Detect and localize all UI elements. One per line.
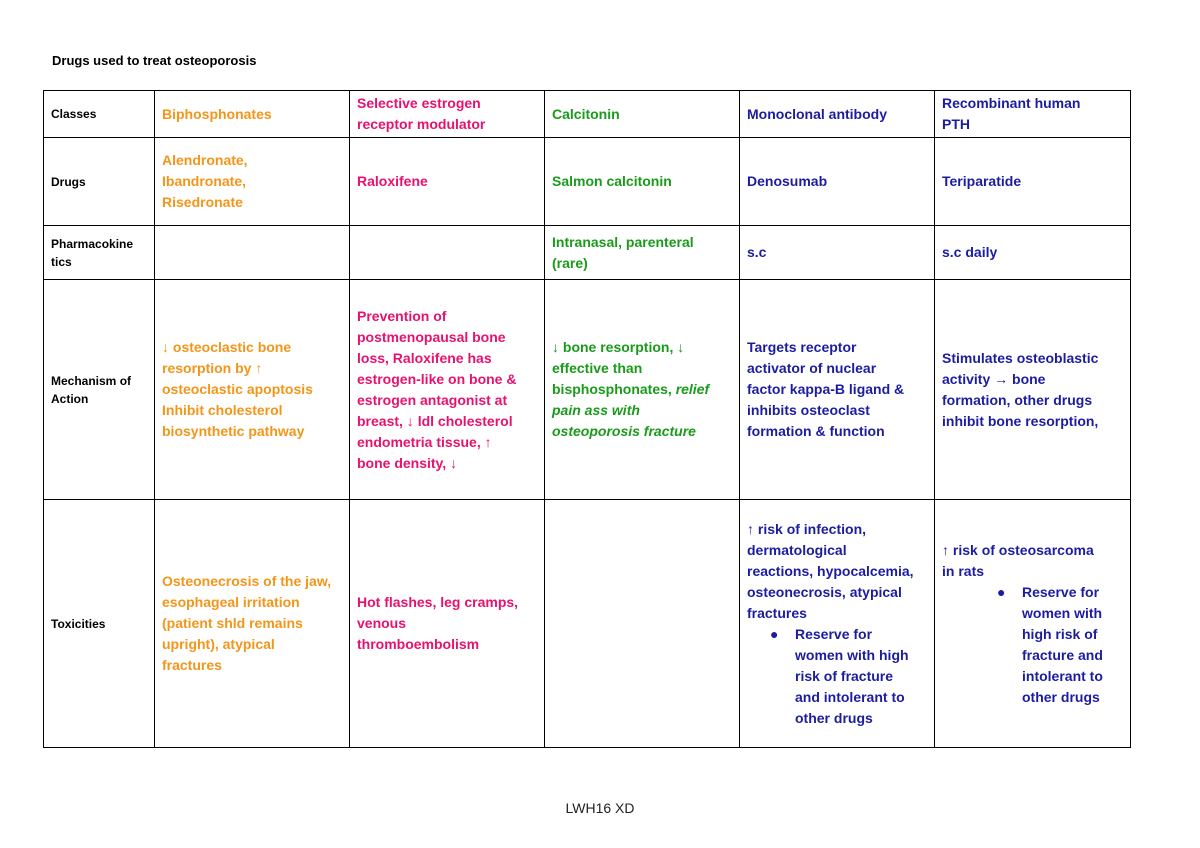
text-line: Selective estrogen	[357, 95, 481, 111]
row-toxicities	[44, 500, 1131, 748]
moa-monoclonal	[740, 280, 935, 500]
page-title: Drugs used to treat osteoporosis	[52, 53, 257, 68]
class-monoclonal	[740, 91, 935, 138]
text-line: activator of nuclear	[747, 360, 877, 376]
text-line: reactions, hypocalcemia,	[747, 562, 914, 579]
text-line: Recombinant human	[942, 95, 1081, 111]
text-line: (rare)	[552, 254, 588, 271]
text-line: fractures	[747, 604, 807, 621]
text-line: Mechanism of	[51, 373, 132, 388]
text-line: high risk of	[1022, 626, 1098, 642]
text-line: in rats	[942, 563, 985, 579]
text-line: dermatological	[747, 541, 847, 558]
text-line: Stimulates osteoblastic	[942, 349, 1099, 366]
text-line: Reserve for	[1022, 584, 1100, 600]
text-line: activity → bone	[942, 370, 1046, 387]
text-line: PTH	[942, 116, 970, 132]
italic-text: relief	[675, 381, 710, 397]
moa-serm	[350, 280, 545, 500]
text-line: Action	[51, 391, 89, 406]
pk-biphosphonates	[155, 226, 350, 280]
moa-pth	[935, 280, 1131, 500]
class-calcitonin	[545, 91, 740, 138]
text-line: Teriparatide	[942, 173, 1022, 189]
bullet-icon: ●	[770, 625, 779, 642]
text-line: Reserve for	[795, 625, 873, 642]
text-line: estrogen-like on bone &	[357, 370, 517, 387]
italic-line: pain ass with	[552, 402, 640, 418]
text-line: fracture and	[1022, 647, 1103, 663]
text-line: Ibandronate,	[162, 173, 247, 189]
text-line: Alendronate,	[162, 152, 248, 168]
tox-serm	[350, 500, 545, 748]
text-line: inhibits osteoclast	[747, 402, 870, 418]
text-line: (patient shld remains	[162, 615, 303, 631]
text-line: Pharmacokine	[51, 236, 134, 251]
tox-monoclonal	[740, 500, 935, 748]
bullet-item	[770, 624, 927, 729]
drugs-biphosphonates	[155, 138, 350, 226]
row-label-mechanism	[44, 280, 155, 500]
bullet-list	[747, 624, 927, 729]
bullet-icon: ●	[997, 584, 1006, 600]
text-line: s.c daily	[942, 244, 998, 260]
text-line: factor kappa-B ligand &	[747, 381, 905, 397]
text-line: endometria tissue, ↑	[357, 433, 492, 450]
row-drugs	[44, 138, 1131, 226]
row-mechanism	[44, 280, 1131, 500]
text-line: Monoclonal antibody	[747, 105, 887, 122]
tox-pth	[935, 500, 1131, 748]
text-line: estrogen antagonist at	[357, 391, 508, 408]
text-line: Denosumab	[747, 173, 828, 189]
text-line: esophageal irritation	[162, 594, 300, 610]
text-line: bone density, ↓	[357, 454, 458, 471]
text-line: osteonecrosis, atypical	[747, 583, 902, 600]
row-label-drugs: Drugs	[44, 138, 155, 226]
text-line: s.c	[747, 244, 767, 260]
tox-calcitonin	[545, 500, 740, 748]
text-line: Raloxifene	[357, 173, 428, 189]
text-line: receptor modulator	[357, 116, 486, 132]
text-line: Inhibit cholesterol	[162, 402, 283, 418]
text-line: ↓ osteoclastic bone	[162, 339, 292, 355]
class-pth	[935, 91, 1131, 138]
class-serm	[350, 91, 545, 138]
bullet-list	[942, 582, 1123, 708]
italic-line: osteoporosis fracture	[552, 423, 696, 439]
text-line	[552, 379, 732, 400]
pk-serm	[350, 226, 545, 280]
text-line: Targets receptor	[747, 339, 857, 355]
text-line: postmenopausal bone	[357, 328, 506, 345]
drugs-pth	[935, 138, 1131, 226]
text-span: bisphosphonates,	[552, 381, 676, 397]
text-line: Calcitonin	[552, 105, 620, 122]
drugs-serm	[350, 138, 545, 226]
row-label-classes: Classes	[44, 91, 155, 138]
text-line: risk of fracture	[795, 667, 894, 684]
class-biphosphonates	[155, 91, 350, 138]
text-line: other drugs	[1022, 689, 1100, 705]
text-line: inhibit bone resorption,	[942, 412, 1099, 429]
drugs-calcitonin	[545, 138, 740, 226]
row-pharmacokinetics	[44, 226, 1131, 280]
pk-calcitonin	[545, 226, 740, 280]
text-line: thromboembolism	[357, 636, 480, 652]
text-line: osteoclastic apoptosis	[162, 381, 313, 397]
text-line: Risedronate	[162, 194, 243, 210]
text-line: Salmon calcitonin	[552, 173, 672, 189]
text-line: fractures	[162, 657, 222, 673]
row-label-pharmacokinetics	[44, 226, 155, 280]
moa-biphosphonates	[155, 280, 350, 500]
text-line: biosynthetic pathway	[162, 423, 305, 439]
text-line: venous	[357, 615, 407, 631]
text-line: Intranasal, parenteral	[552, 233, 694, 250]
drugs-monoclonal	[740, 138, 935, 226]
text-line: tics	[51, 254, 72, 269]
text-line: effective than	[552, 360, 643, 376]
text-line: women with high	[795, 646, 909, 663]
text-line: intolerant to	[1022, 668, 1103, 684]
text-line: breast, ↓ ldl cholesterol	[357, 412, 513, 429]
drug-table	[43, 90, 1131, 748]
text-line: Prevention of	[357, 307, 447, 324]
text-line: formation, other drugs	[942, 391, 1093, 408]
text-line: women with	[1022, 605, 1103, 621]
moa-calcitonin	[545, 280, 740, 500]
text-line: formation & function	[747, 423, 885, 439]
text-line: upright), atypical	[162, 636, 275, 652]
text-line: loss, Raloxifene has	[357, 349, 492, 366]
text-line: Hot flashes, leg cramps,	[357, 594, 519, 610]
row-label-toxicities: Toxicities	[44, 500, 155, 748]
pk-pth	[935, 226, 1131, 280]
row-classes	[44, 91, 1131, 138]
text-line: ↑ risk of infection,	[747, 520, 867, 537]
text-line: ↑ risk of osteosarcoma	[942, 542, 1094, 558]
text-line: Biphosphonates	[162, 105, 272, 122]
text-line: Osteonecrosis of the jaw,	[162, 573, 332, 589]
pk-monoclonal	[740, 226, 935, 280]
text-line: resorption by ↑	[162, 360, 263, 376]
tox-biphosphonates	[155, 500, 350, 748]
text-line: and intolerant to	[795, 688, 905, 705]
text-line: ↓ bone resorption, ↓	[552, 339, 685, 355]
bullet-item	[997, 582, 1123, 708]
page-footer: LWH16 XD	[565, 800, 635, 816]
text-line: other drugs	[795, 709, 873, 726]
